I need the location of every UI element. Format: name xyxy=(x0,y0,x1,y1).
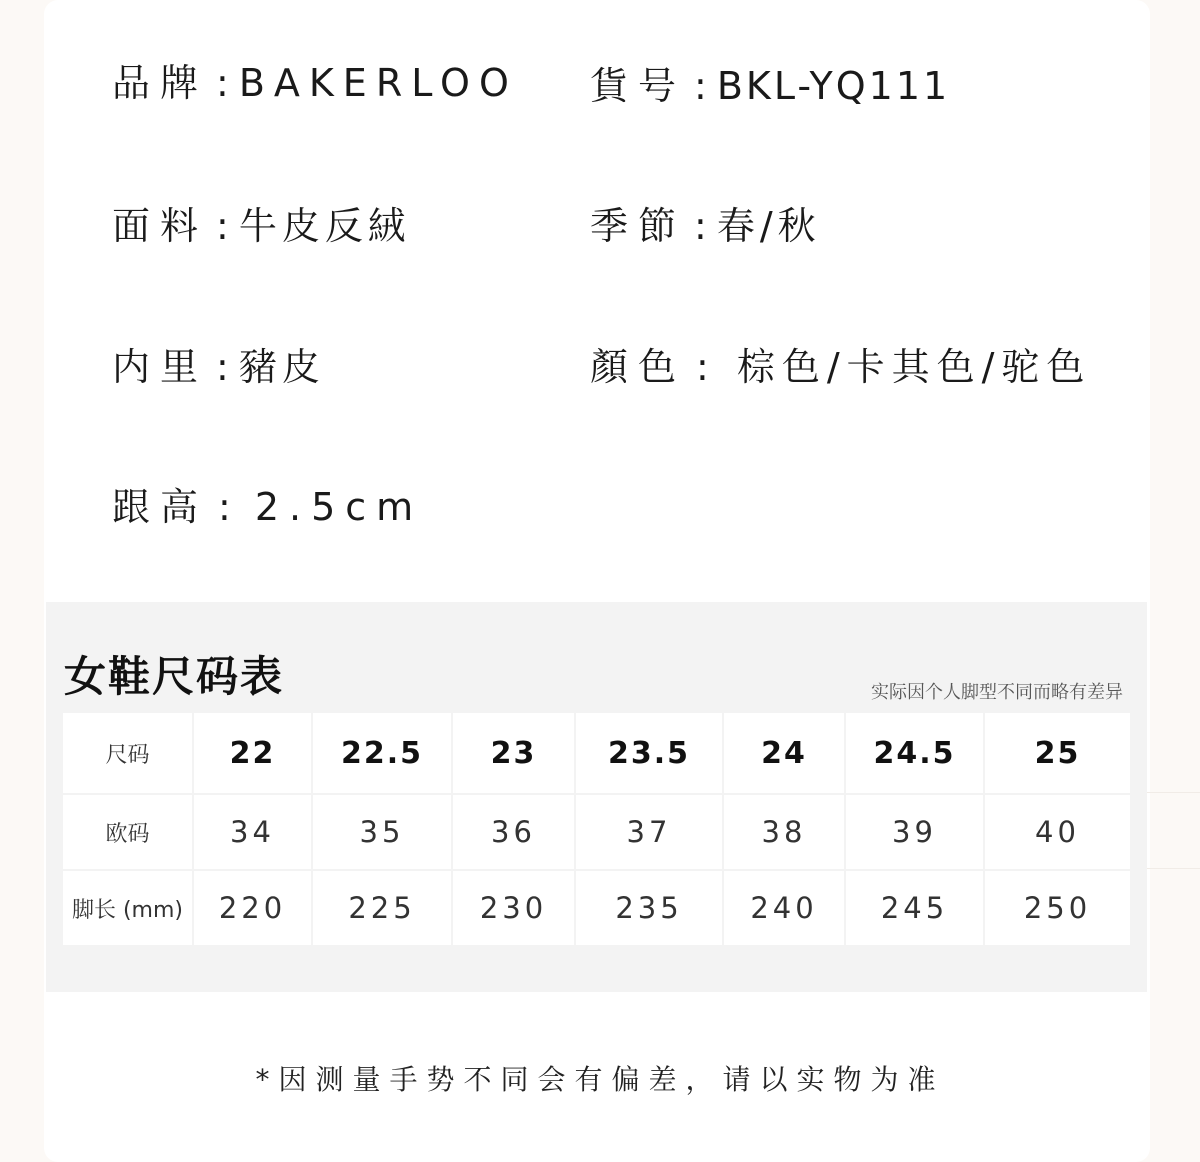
table-row-eu-size xyxy=(62,794,1131,870)
spec-item-no xyxy=(590,55,950,110)
spec-season-colon: : xyxy=(694,204,713,248)
size-chart-title: 女鞋尺码表 xyxy=(64,652,285,701)
spec-material-value: 牛皮反絨 xyxy=(238,204,411,248)
size-cell: 24.5 xyxy=(845,712,984,794)
size-cell: 24 xyxy=(723,712,845,794)
spec-color xyxy=(590,336,1091,391)
spec-color-colon: : xyxy=(696,345,715,389)
size-cell: 22 xyxy=(193,712,312,794)
spec-brand-colon: : xyxy=(216,61,235,105)
spec-lining-colon: : xyxy=(216,345,235,389)
spec-color-label: 顏色 xyxy=(590,345,687,389)
divider xyxy=(1147,792,1200,793)
spec-season xyxy=(590,195,821,250)
size-cell: 22.5 xyxy=(312,712,452,794)
divider xyxy=(1147,868,1200,869)
table-row-size xyxy=(62,712,1131,794)
spec-item-no-label: 貨号 xyxy=(590,64,687,108)
eu-size-cell: 36 xyxy=(452,794,575,870)
spec-heel-value: 2.5cm xyxy=(254,485,424,529)
spec-lining xyxy=(112,336,325,391)
foot-length-cell: 250 xyxy=(984,870,1131,946)
size-cell: 23.5 xyxy=(575,712,723,794)
foot-length-cell: 245 xyxy=(845,870,984,946)
spec-color-value: 棕色/卡其色/驼色 xyxy=(736,345,1092,389)
spec-lining-label: 内里 xyxy=(112,345,209,389)
spec-item-no-value: BKL-YQ111 xyxy=(716,64,951,108)
spec-material-label: 面料 xyxy=(112,204,209,248)
table-row-foot-length xyxy=(62,870,1131,946)
spec-season-label: 季節 xyxy=(590,204,687,248)
eu-size-cell: 35 xyxy=(312,794,452,870)
spec-heel-label: 跟高 xyxy=(112,485,209,529)
row-label-foot-length: 脚长 (mm) xyxy=(62,870,193,946)
size-cell: 23 xyxy=(452,712,575,794)
row-label-eu-size: 欧码 xyxy=(62,794,193,870)
foot-length-cell: 235 xyxy=(575,870,723,946)
spec-lining-value: 豬皮 xyxy=(238,345,325,389)
spec-brand-value: BAKERLOO xyxy=(238,61,518,105)
footnote: *因测量手势不同会有偏差，请以实物为准 xyxy=(255,1063,945,1096)
foot-length-cell: 220 xyxy=(193,870,312,946)
spec-material xyxy=(112,195,411,250)
spec-brand xyxy=(112,52,518,107)
eu-size-cell: 34 xyxy=(193,794,312,870)
spec-heel xyxy=(112,476,423,531)
foot-length-cell: 225 xyxy=(312,870,452,946)
foot-length-cell: 230 xyxy=(452,870,575,946)
spec-brand-label: 品牌 xyxy=(112,61,209,105)
row-label-size: 尺码 xyxy=(62,712,193,794)
size-chart-section xyxy=(46,602,1147,992)
foot-length-cell: 240 xyxy=(723,870,845,946)
eu-size-cell: 39 xyxy=(845,794,984,870)
spec-item-no-colon: : xyxy=(694,64,713,108)
eu-size-cell: 40 xyxy=(984,794,1131,870)
eu-size-cell: 38 xyxy=(723,794,845,870)
spec-season-value: 春/秋 xyxy=(716,204,821,248)
spec-heel-colon: : xyxy=(218,485,237,529)
size-cell: 25 xyxy=(984,712,1131,794)
eu-size-cell: 37 xyxy=(575,794,723,870)
size-chart-note: 实际因个人脚型不同而略有差异 xyxy=(871,682,1123,703)
spec-material-colon: : xyxy=(216,204,235,248)
size-chart-table xyxy=(61,711,1132,947)
